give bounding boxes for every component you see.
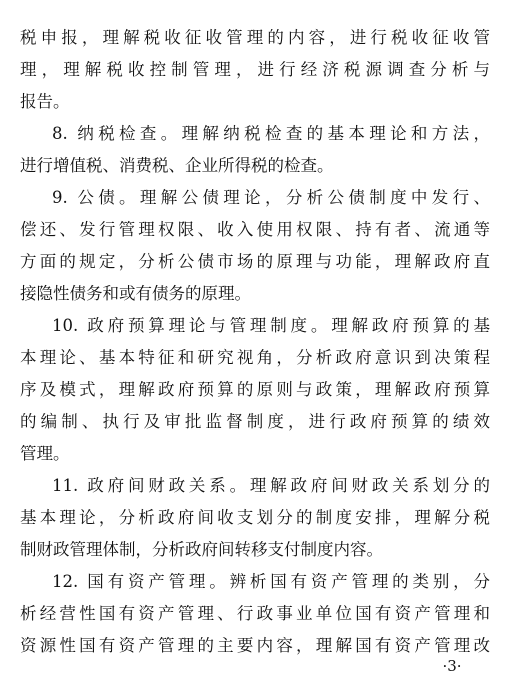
text-line: 理，理解税收控制管理，进行经济税源调查分析与 <box>20 60 490 79</box>
page-number: ·3· <box>442 657 462 675</box>
text-line: 方面的规定，分析公债市场的原理与功能，理解政府直 <box>20 252 490 271</box>
text-line: 制财政管理体制，分析政府间转移支付制度内容。 <box>20 540 383 559</box>
item-10-heading-line: 10. 政府预算理论与管理制度。理解政府预算的基 <box>52 316 490 335</box>
text-line: 报告。 <box>20 92 70 111</box>
text-line: 序及模式，理解政府预算的原则与政策，理解政府预算 <box>20 380 490 399</box>
text-line: 接隐性债务和或有债务的原理。 <box>20 284 251 303</box>
text-line: 资源性国有资产管理的主要内容，理解国有资产管理改 <box>20 636 490 655</box>
text-line: 进行增值税、消费税、企业所得税的检查。 <box>20 156 334 175</box>
text-line: 的编制、执行及审批监督制度，进行政府预算的绩效 <box>20 412 490 431</box>
text-line: 基本理论，分析政府间收支划分的制度安排，理解分税 <box>20 508 490 527</box>
item-11-heading-line: 11. 政府间财政关系。理解政府间财政关系划分的 <box>52 476 490 495</box>
text-line: 偿还、发行管理权限、收入使用权限、持有者、流通等 <box>20 220 490 239</box>
text-line: 本理论、基本特征和研究视角，分析政府意识到决策程 <box>20 348 490 367</box>
item-9-heading-line: 9. 公债。理解公债理论，分析公债制度中发行、 <box>52 188 490 207</box>
text-line: 管理。 <box>20 444 70 463</box>
item-8-heading-line: 8. 纳税检查。理解纳税检查的基本理论和方法， <box>52 124 490 143</box>
item-12-heading-line: 12. 国有资产管理。辨析国有资产管理的类别，分 <box>52 572 490 591</box>
text-line: 税申报，理解税收征收管理的内容，进行税收征收管 <box>20 28 490 47</box>
text-line: 析经营性国有资产管理、行政事业单位国有资产管理和 <box>20 604 490 623</box>
